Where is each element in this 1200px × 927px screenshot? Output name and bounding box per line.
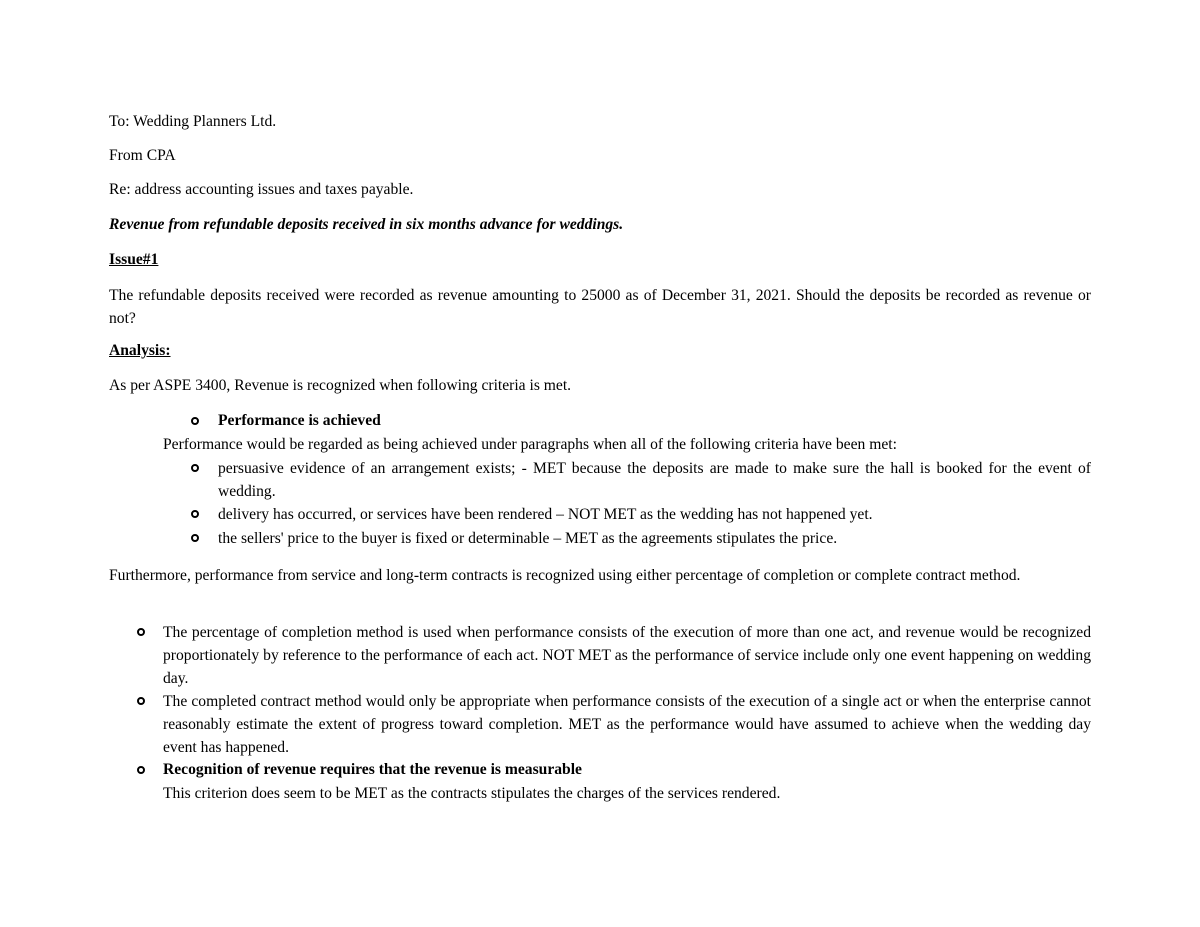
furthermore-text: Furthermore, performance from service and long-term contracts is recognized using either percentage of completion or complete contract method. (109, 567, 1021, 584)
memo-to: To: Wedding Planners Ltd. (109, 113, 277, 130)
analysis-title: Analysis: (109, 342, 171, 359)
section-heading: Revenue from refundable deposits received in six months advance for weddings. (109, 216, 624, 233)
issue-title: Issue#1 (109, 251, 159, 268)
criteria-item: persuasive evidence of an arrangement exists; - MET because the deposits are made to make sure the hall is booked for the event of wedding. (218, 460, 1091, 500)
issue-text: The refundable deposits received were recorded as revenue amounting to 25000 as of December 31, 2021. Should the deposits be recorded as revenue or not? (109, 287, 1091, 327)
method-item: The percentage of completion method is used when performance consists of the execution of more than one act, and revenue would be recognized proportionately by reference to the performance of each act. NOT MET as the performance of service include only one event happening on wedding day. (163, 624, 1091, 687)
memo-from: From CPA (109, 147, 176, 164)
bullet-icon (137, 628, 145, 636)
bullet-icon (191, 534, 199, 542)
bullet-icon (191, 417, 199, 425)
method-item: The completed contract method would only be appropriate when performance consists of the execution of a single act or when the enterprise cannot reasonably estimate the extent of progress toward completion. MET as the performance would have assumed to achieve when the wedding day event has happened. (163, 693, 1091, 756)
analysis-intro: As per ASPE 3400, Revenue is recognized when following criteria is met. (109, 377, 572, 394)
memo-re: Re: address accounting issues and taxes payable. (109, 181, 414, 198)
bullet-icon (191, 464, 199, 472)
bullet-icon (191, 510, 199, 518)
measurable-text: This criterion does seem to be MET as the contracts stipulates the charges of the services rendered. (163, 785, 781, 802)
bullet-icon (137, 766, 145, 774)
performance-heading: Performance is achieved (218, 412, 381, 429)
performance-text: Performance would be regarded as being achieved under paragraphs when all of the following criteria have been met: (163, 436, 897, 453)
criteria-item: delivery has occurred, or services have been rendered – NOT MET as the wedding has not happened yet. (218, 506, 873, 523)
bullet-icon (137, 697, 145, 705)
measurable-heading: Recognition of revenue requires that the revenue is measurable (163, 761, 582, 778)
criteria-item: the sellers' price to the buyer is fixed or determinable – MET as the agreements stipulates the price. (218, 530, 838, 547)
